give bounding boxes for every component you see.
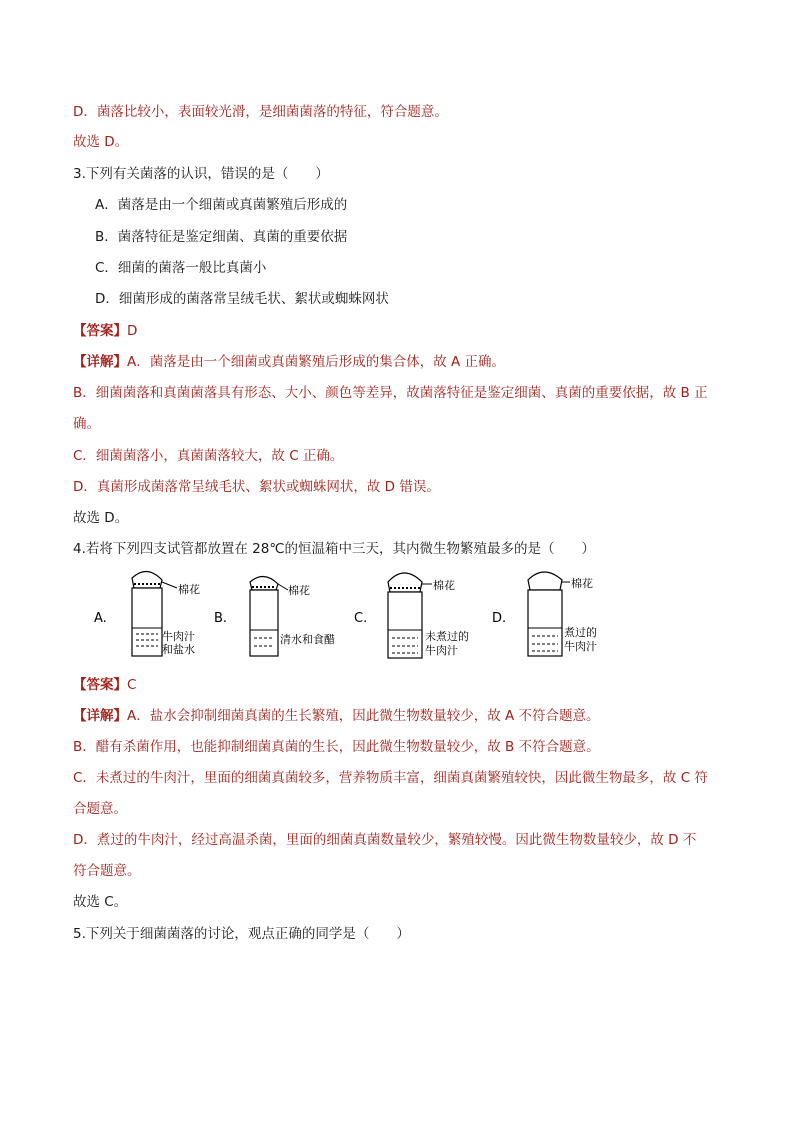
- tube-d-label-2: 牛肉汁: [564, 640, 597, 653]
- q4-answer: [73, 675, 136, 695]
- tube-c-letter: C.: [354, 611, 368, 626]
- test-tube-icon: [528, 590, 562, 656]
- q2-choose: 故选 D。: [73, 134, 129, 150]
- answer-tag: 【答案】: [73, 677, 127, 693]
- q4-detail-b: B．醋有杀菌作用，也能抑制细菌真菌的生长，因此微生物数量较少，故 B 不符合题意。: [73, 739, 600, 755]
- answer-tag: 【答案】: [73, 323, 127, 339]
- q5-stem: 5.下列关于细菌菌落的讨论，观点正确的同学是（ ）: [73, 926, 410, 942]
- q3-detail-d: D．真菌形成菌落常呈绒毛状、絮状或蜘蛛网状，故 D 错误。: [73, 479, 440, 495]
- cotton-label: 棉花: [433, 579, 455, 592]
- detail-tag: 【详解】: [73, 708, 127, 724]
- q3-stem: 3.下列有关菌落的认识，错误的是（ ）: [73, 166, 329, 182]
- q4-detail-c-cont: 合题意。: [73, 801, 127, 817]
- q3-option-c: C．细菌的菌落一般比真菌小: [95, 260, 267, 276]
- q4-choose: 故选 C。: [73, 894, 128, 910]
- q4-detail-a: [73, 706, 600, 726]
- detail-text: A．盐水会抑制细菌真菌的生长繁殖，因此微生物数量较少，故 A 不符合题意。: [127, 708, 600, 724]
- test-tubes-figure: [92, 570, 632, 665]
- tube-b: [214, 576, 335, 656]
- q3-detail-c: C．细菌菌落小，真菌菌落较大，故 C 正确。: [73, 448, 344, 464]
- tube-b-label-1: 清水和食醋: [280, 633, 335, 646]
- cotton-label: 棉花: [288, 584, 310, 597]
- tube-a-letter: A.: [94, 611, 107, 626]
- q3-option-a: A．菌落是由一个细菌或真菌繁殖后形成的: [95, 197, 348, 213]
- test-tube-icon: [388, 592, 422, 658]
- q4-detail-d-cont: 符合题意。: [73, 863, 141, 879]
- q3-detail-a: [73, 352, 505, 372]
- tube-a: [94, 571, 200, 656]
- q4-stem: 4.若将下列四支试管都放置在 28℃的恒温箱中三天，其内微生物繁殖最多的是（ ）: [73, 541, 596, 557]
- tube-d-letter: D.: [492, 611, 507, 626]
- cotton-plug-icon: [132, 571, 162, 588]
- tube-a-label-2: 和盐水: [162, 643, 195, 656]
- cotton-label: 棉花: [571, 577, 593, 590]
- tube-b-letter: B.: [214, 611, 228, 626]
- q4-detail-d: D．煮过的牛肉汁，经过高温杀菌，里面的细菌真菌数量较少，繁殖较慢。因此微生物数量较少，故 D 不: [73, 832, 697, 848]
- detail-tag: 【详解】: [73, 354, 127, 370]
- tube-d-label-1: 煮过的: [564, 626, 597, 639]
- q3-detail-b-cont: 确。: [73, 416, 100, 432]
- tube-d: [492, 572, 597, 656]
- cotton-label: 棉花: [178, 583, 200, 596]
- tube-c-label-2: 牛肉汁: [425, 644, 458, 657]
- cotton-plug-icon: [388, 573, 422, 592]
- cotton-plug-icon: [528, 572, 562, 590]
- detail-text: A．菌落是由一个细菌或真菌繁殖后形成的集合体，故 A 正确。: [127, 354, 506, 370]
- q4-detail-c: C．未煮过的牛肉汁，里面的细菌真菌较多，营养物质丰富，细菌真菌繁殖较快，因此微生物最多，故 C 符: [73, 770, 708, 786]
- q3-answer: [73, 321, 137, 341]
- q3-option-b: B．菌落特征是鉴定细菌、真菌的重要依据: [95, 229, 348, 245]
- q3-choose: 故选 D。: [73, 510, 129, 526]
- answer-value: C: [127, 677, 137, 693]
- tube-c-label-1: 未煮过的: [425, 630, 469, 643]
- q3-detail-b: B．细菌菌落和真菌菌落具有形态、大小、颜色等差异，故菌落特征是鉴定细菌、真菌的重要依据，故 B 正: [73, 385, 708, 401]
- tube-a-label-1: 牛肉汁: [162, 630, 195, 643]
- q3-option-d: D．细菌形成的菌落常呈绒毛状、絮状或蜘蛛网状: [95, 291, 389, 307]
- tube-c: [354, 573, 469, 658]
- answer-value: D: [127, 323, 138, 339]
- q2-detail-d: D．菌落比较小，表面较光滑，是细菌菌落的特征，符合题意。: [73, 104, 448, 120]
